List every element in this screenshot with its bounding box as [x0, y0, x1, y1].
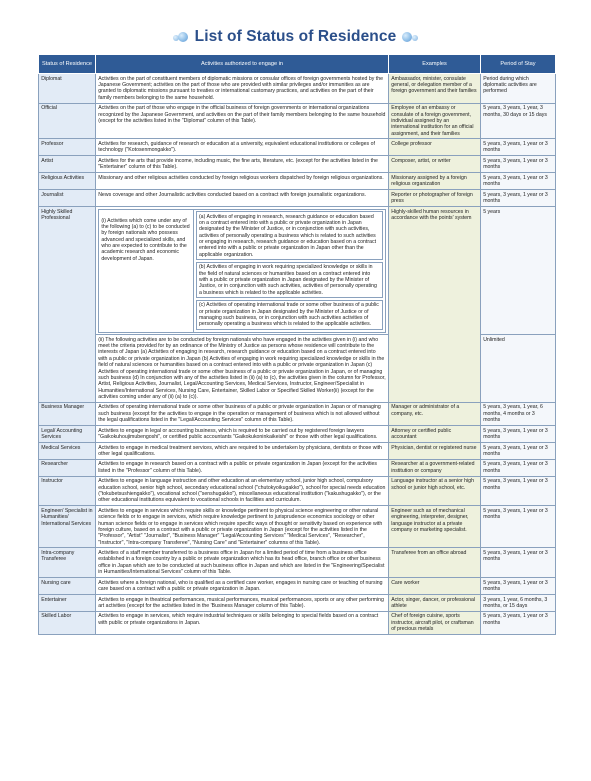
- examples-religious: Missionary assigned by a foreign religious organization: [389, 173, 481, 190]
- status-entertainer: Entertainer: [39, 594, 96, 611]
- examples-entertainer: Actor, singer, dancer, or professional athlete: [389, 594, 481, 611]
- activities-diplomat: Activities on the part of constituent members of diplomatic missions or consular offices of foreign governments hosted by the Japanese Government; activities on the part of those who are provided with similar privileges and/or immunities as are granted to diplomatic missions pursuant to treaties or international customary practices, and activities on the part of their family members belonging to the same household.: [96, 74, 389, 104]
- status-professor: Professor: [39, 139, 96, 156]
- activities-instructor: Activities to engage in language instruction and other education at an elementary school, junior high school, compulsory education school, senior high school, secondary educational school ("chutokyoikugakko"), school for special needs education ("tokubetsushiengakko"), vocational school ("senshugakko"), miscellaneous educational institution ("kakushugakko"), or the other educational institutions equivalent to vocational schools in facilities and curriculum.: [96, 476, 389, 506]
- highly-skilled-subtable: [98, 209, 386, 333]
- examples-business-manager: Manager or administrator of a company, etc.: [389, 402, 481, 425]
- examples-artist: Composer, artist, or writer: [389, 156, 481, 173]
- period-artist: 5 years, 3 years, 1 year or 3 months: [481, 156, 556, 173]
- activities-skilled-labor: Activities to engage in services, which require industrial techniques or skills belonging to special fields based on a contract with public or private organizations in Japan.: [96, 611, 389, 634]
- status-skilled-labor: Skilled Labor: [39, 611, 96, 634]
- status-official: Official: [39, 103, 96, 139]
- activities-artist: Activities for the arts that provide income, including music, the fine arts, literature, etc. (except for the activities listed in the "Entertainer" column of this Table).: [96, 156, 389, 173]
- activities-medical: Activities to engage in medical treatment services, which are required to be undertaken by physicians, dentists or those with other legal qualifications.: [96, 442, 389, 459]
- table-row: [39, 578, 556, 595]
- table-row: [39, 459, 556, 476]
- period-engineer: 5 years, 3 years, 1 year or 3 months: [481, 506, 556, 548]
- bubble-left-icon: [173, 31, 189, 43]
- status-medical: Medical Services: [39, 442, 96, 459]
- status-journalist: Journalist: [39, 190, 96, 207]
- examples-medical: Physician, dentist or registered nurse: [389, 442, 481, 459]
- activities-researcher: Activities to engage in research based on a contract with a public or private organization in Japan (except for the activities listed in the "Professor" column of this Table).: [96, 459, 389, 476]
- activities-business-manager: Activities of operating international trade or some other business of a public or private organization in Japan or of managing such business (except for the activities to engage in the operation or management of business which is not allowed without the legal qualifications listed in the "Legal/Accounting Services" column of this Table).: [96, 402, 389, 425]
- table-row: [39, 548, 556, 578]
- status-artist: Artist: [39, 156, 96, 173]
- highly-skilled-c: (c) Activities of operating international trade or some other business of a public or private organization in Japan designated by the Minister of Justice or of managing such business, or in conjunction with such activities activities of personally operating a business which is related to the applicable activities.: [196, 300, 383, 330]
- period-highly-skilled-ii: Unlimited: [481, 335, 556, 403]
- activities-religious: Missionary and other religious activities conducted by foreign religious workers dispatched by foreign religious organizations.: [96, 173, 389, 190]
- activities-legal: Activities to engage in legal or accounting business, which is required to be carried out by registered foreign lawyers "Gaikokuhoujimubengoshi", or certified public accountants "Gaikokukoninkaikeishi" or those with other legal qualifications.: [96, 426, 389, 443]
- table-header-row: [39, 55, 556, 74]
- status-highly-skilled: Highly Skilled Professional: [39, 206, 96, 402]
- period-researcher: 5 years, 3 years, 1 year or 3 months: [481, 459, 556, 476]
- table-row: [39, 103, 556, 139]
- examples-instructor: Language instructor at a senior high school or junior high school, etc.: [389, 476, 481, 506]
- activities-highly-skilled-ii: (ii) The following activities are to be conducted by foreign nationals who have engaged in the activities given in (i) and who meet the criteria provided for by an ordinance of the Ministry of Justice as persons whose residence will contribute to the interests of Japan (a) Activities of engaging in research, research guidance or education based on a contract entered into with a public or private organization in Japan (b) Activities of engaging in work requiring specialized knowledge or skills in the field of natural sciences or humanities based on a contract entered into with a public or private organization in Japan (c) Activities of operating international trade or some other business of a public or private organization in Japan, or of managing such business (d) In conjunction with any of the activities listed in (ii) (a) to (c), the activities given in the column for Professor, Artist, Religious Activities, Journalist, Legal/Accounting Services, Medical Services, Instructor, Engineer/Specialist in Humanities/International Services, Nursing Care, Entertainer, Skilled Labor or Specified Skilled Worker(ii) (except for the activities coming under any of (ii) (a) to (c)).: [96, 335, 389, 403]
- table-row: [39, 506, 556, 548]
- table-row: [39, 476, 556, 506]
- table-row: [39, 611, 556, 634]
- examples-legal: Attorney or certified public accountant: [389, 426, 481, 443]
- examples-researcher: Researcher at a government-related institution or company: [389, 459, 481, 476]
- status-instructor: Instructor: [39, 476, 96, 506]
- period-official: 5 years, 3 years, 1 year, 3 months, 30 days or 15 days: [481, 103, 556, 139]
- examples-engineer: Engineer such as of mechanical engineering, interpreter, designer, language instructor at a private company or marketing specialist.: [389, 506, 481, 548]
- examples-skilled-labor: Chef of foreign cuisine, sports instructor, aircraft pilot, or craftsman of precious metals: [389, 611, 481, 634]
- examples-official: Employee of an embassy or consulate of a foreign government, individual assigned by an international institution for an official assignment, and their families: [389, 103, 481, 139]
- bubble-right-icon: [402, 31, 418, 43]
- header-activities: Activities authorized to engage in: [96, 55, 389, 74]
- status-nursing: Nursing care: [39, 578, 96, 595]
- table-row: [39, 74, 556, 104]
- period-business-manager: 5 years, 3 years, 1 year, 6 months, 4 months or 3 months: [481, 402, 556, 425]
- header-status: Status of Residence: [39, 55, 96, 74]
- status-intra-company: Intra-company Transferee: [39, 548, 96, 578]
- period-diplomat: Period during which diplomatic activities are performed: [481, 74, 556, 104]
- table-row: [39, 206, 556, 334]
- examples-nursing: Care worker: [389, 578, 481, 595]
- activities-entertainer: Activities to engage in theatrical performances, musical performances, musical performances, sports or any other performing art activities (except for the activities listed in the 'Business Manager column of this Table).: [96, 594, 389, 611]
- examples-intra-company: Transferee from an office abroad: [389, 548, 481, 578]
- activities-official: Activities on the part of those who engage in the official business of foreign governments or international organizations recognized by the Japanese Government, and activities on the part of their family members belonging to the same household (except for the activities listed in the "Diplomat" column of this Table).: [96, 103, 389, 139]
- table-row: [39, 594, 556, 611]
- activities-nursing: Activities where a foreign national, who is qualified as a certified care worker, engages in nursing care or teaching of nursing care based on a contract with a public or private organization in Japan.: [96, 578, 389, 595]
- activities-intra-company: Activities of a staff member transferred to a business office in Japan for a limited period of time from a business office established in a foreign country by a public or private organization which has its head office, branch office or other business office in Japan which are to be conducted at such business office in Japan and which are listed in the "Engineering/Specialist in Humanities/International Services" column of this Table.: [96, 548, 389, 578]
- table-row: [39, 402, 556, 425]
- period-religious: 5 years, 3 years, 1 year or 3 months: [481, 173, 556, 190]
- period-skilled-labor: 5 years, 3 years, 1 year or 3 months: [481, 611, 556, 634]
- status-engineer: Engineer/ Specialist in Humanities/ International Services: [39, 506, 96, 548]
- period-legal: 5 years, 3 years, 1 year or 3 months: [481, 426, 556, 443]
- examples-highly-skilled: Highly-skilled human resources in accordance with the points' system: [389, 206, 481, 402]
- status-legal: Legal/ Accounting Services: [39, 426, 96, 443]
- highly-skilled-intro: (i) Activities which come under any of the following (a) to (c) to be conducted by foreign nationals who possess advanced and specialized skills, and who are expected to contribute to the academic research and economic development of Japan.: [99, 209, 194, 332]
- status-researcher: Researcher: [39, 459, 96, 476]
- highly-skilled-a: (a) Activities of engaging in research, research guidance or education based on a contract entered into with a public or private organization in Japan designated by the Minister of Justice, or in conjunction with such activities, activities of personally operating a business which is related to such activities or engaging in research, research guidance or education based on a contract entered into with a public or private organization in Japan other than the applicable organization.: [196, 211, 383, 260]
- activities-highly-skilled-i: [96, 206, 389, 334]
- header-period: Period of Stay: [481, 55, 556, 74]
- period-highly-skilled-i: 5 years: [481, 206, 556, 334]
- status-diplomat: Diplomat: [39, 74, 96, 104]
- activities-engineer: Activities to engage in services which require skills or knowledge pertinent to physical science engineering or other natural science fields or to engage in services, which require knowledge pertinent to jurisprudence economics sociology or other human science fields or to engage in services which require specific ways of thought or sensitivity based on experience with foreign culture, based on a contract with a public or private organization in Japan (except for the activities listed in the "Professor", "Artist" "Journalist", "Business Manager" "Legal/Accounting Services" "Medical Services", "Researcher", "Instructor", "Intra-company Transferee", "Nursing Care" and "Entertainer" columns of this Table).: [96, 506, 389, 548]
- status-business-manager: Business Manager: [39, 402, 96, 425]
- period-nursing: 5 years, 3 years, 1 year or 3 months: [481, 578, 556, 595]
- activities-professor: Activities for research, guidance of research or education at a university, equivalent educational institutions or colleges of technology ("Kotosenmongakko").: [96, 139, 389, 156]
- period-instructor: 5 years, 3 years, 1 year or 3 months: [481, 476, 556, 506]
- period-medical: 5 years, 3 years, 1 year or 3 months: [481, 442, 556, 459]
- table-row: [39, 190, 556, 207]
- period-journalist: 5 years, 3 years, 1 year or 3 months: [481, 190, 556, 207]
- period-professor: 5 years, 3 years, 1 year or 3 months: [481, 139, 556, 156]
- page-title: List of Status of Residence: [194, 28, 397, 45]
- period-intra-company: 5 years, 3 years, 1 year or 3 months: [481, 548, 556, 578]
- highly-skilled-b: (b) Activities of engaging in work requiring specialized knowledge or skills in the field of natural sciences or humanities based on a contract entered into with a public or private organization in Japan designated by the Minister of Justice, or in conjunction with such activities, activities of personally operating a business which is related to the applicable activities.: [196, 262, 383, 299]
- table-row: [39, 173, 556, 190]
- title-bar: [0, 26, 591, 48]
- status-table: [38, 54, 556, 635]
- examples-diplomat: Ambassador, minister, consulate general, or delegation member of a foreign government and their families: [389, 74, 481, 104]
- examples-journalist: Reporter or photographer of foreign press: [389, 190, 481, 207]
- period-entertainer: 3 years, 1 year, 6 months, 3 months, or 15 days: [481, 594, 556, 611]
- examples-professor: College professor: [389, 139, 481, 156]
- table-row: [39, 426, 556, 443]
- table-row: [39, 156, 556, 173]
- activities-journalist: News coverage and other Journalistic activities conducted based on a contract with foreign journalistic organizations.: [96, 190, 389, 207]
- header-examples: Examples: [389, 55, 481, 74]
- status-religious: Religious Activities: [39, 173, 96, 190]
- table-row: [39, 139, 556, 156]
- table-row: [39, 442, 556, 459]
